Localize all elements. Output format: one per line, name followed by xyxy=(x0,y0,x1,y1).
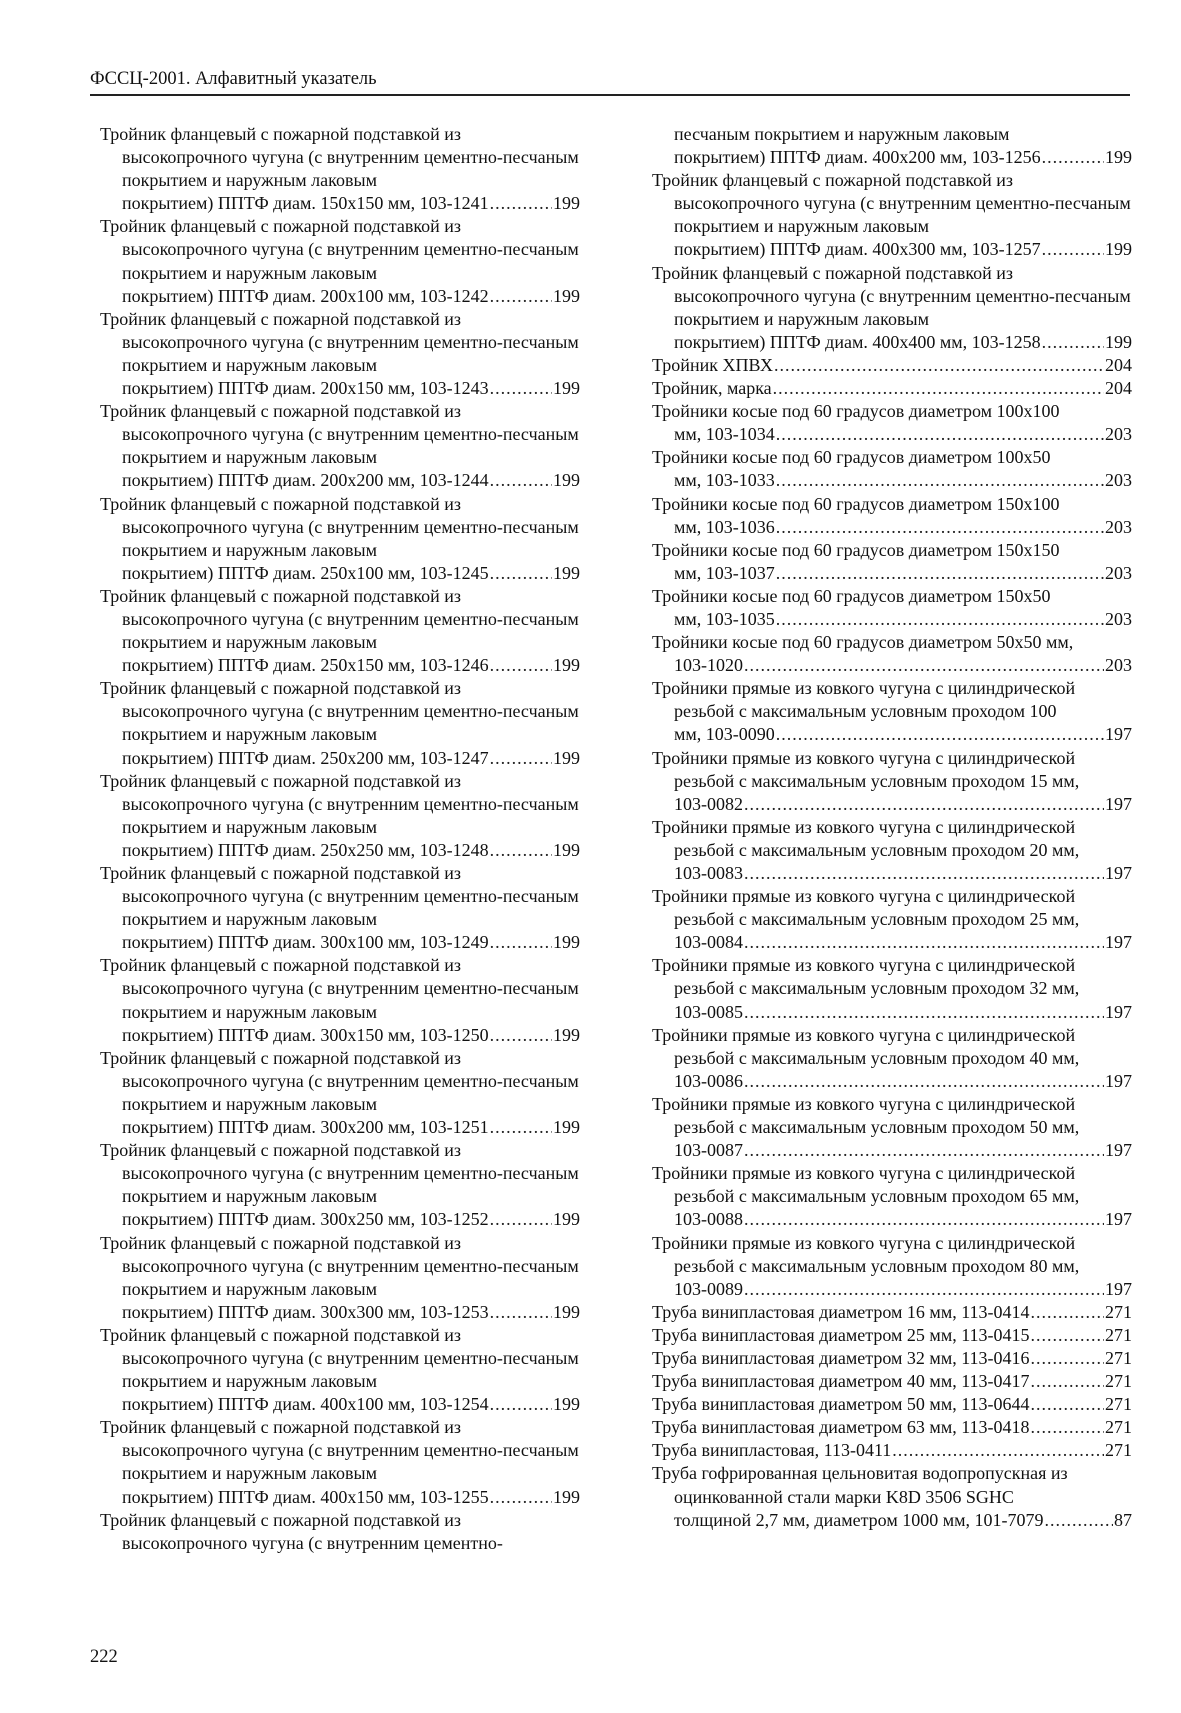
dot-leader xyxy=(1044,1509,1113,1532)
entry-leader-line xyxy=(674,862,1132,885)
entry-last-line: покрытием) ППТФ диам. 300х250 мм, 103-1252 xyxy=(122,1209,489,1230)
entry-text: Тройники прямые из ковкого чугуна с цилиндрической резьбой с максимальным условным проходом 65 мм, xyxy=(652,1163,1080,1207)
dot-leader xyxy=(892,1439,1104,1462)
index-entry xyxy=(652,1370,1132,1393)
index-entry xyxy=(652,123,1132,169)
entry-leader-line xyxy=(674,608,1132,631)
index-entry xyxy=(100,1416,580,1508)
entry-page-ref: 199 xyxy=(553,839,580,860)
index-entry xyxy=(652,585,1132,631)
index-entry xyxy=(652,1324,1132,1347)
entry-text: Тройники косые под 60 градусов диаметром 150х150 xyxy=(652,539,1060,560)
entry-last-line: покрытием) ППТФ диам. 150х150 мм, 103-1241 xyxy=(122,193,489,214)
index-entry xyxy=(100,770,580,862)
entry-leader-line xyxy=(674,793,1132,816)
dot-leader xyxy=(744,1208,1104,1231)
entry-text: Тройники прямые из ковкого чугуна с цилиндрической резьбой с максимальным условным проходом 100 xyxy=(652,678,1076,722)
entry-last-line: 103-0083 xyxy=(674,863,743,883)
dot-leader xyxy=(1031,1301,1104,1324)
entry-leader-line xyxy=(122,931,580,954)
entry-last-line: Труба винипластовая диаметром 40 мм, 113-0417 xyxy=(652,1371,1030,1392)
index-entry xyxy=(100,308,580,400)
entry-page-ref: 203 xyxy=(1105,470,1132,491)
entry-text: Тройник фланцевый с пожарной подставкой из высокопрочного чугуна (с внутренним цементно-песчаным покрытием и наружным лаковым xyxy=(100,124,579,191)
dot-leader xyxy=(744,931,1104,954)
dot-leader xyxy=(776,608,1104,631)
entry-leader-line xyxy=(122,839,580,862)
dot-leader xyxy=(490,931,552,954)
entry-last-line: покрытием) ППТФ диам. 400х200 мм, 103-1256 xyxy=(674,147,1041,168)
entry-last-line: мм, 103-1036 xyxy=(674,516,775,537)
dot-leader xyxy=(774,354,1104,377)
entry-page-ref: 203 xyxy=(1105,424,1132,445)
entry-last-line: Тройник ХПВХ xyxy=(652,354,774,375)
dot-leader xyxy=(490,1024,552,1047)
entry-last-line: покрытием) ППТФ диам. 300х300 мм, 103-1253 xyxy=(122,1301,489,1322)
entry-leader-line xyxy=(122,1393,580,1416)
entry-last-line: покрытием) ППТФ диам. 200х150 мм, 103-1243 xyxy=(122,378,489,399)
entry-page-ref: 197 xyxy=(1105,724,1132,745)
entry-page-ref: 199 xyxy=(553,747,580,768)
entry-leader-line xyxy=(652,1301,1132,1324)
dot-leader xyxy=(744,862,1104,885)
entry-leader-line xyxy=(122,377,580,400)
entry-text: Тройники прямые из ковкого чугуна с цилиндрической резьбой с максимальным условным проходом 50 мм, xyxy=(652,1093,1080,1138)
entry-page-ref: 199 xyxy=(1105,147,1132,168)
dot-leader xyxy=(776,469,1104,492)
index-entry xyxy=(652,446,1132,492)
entry-last-line: Труба винипластовая диаметром 16 мм, 113-0414 xyxy=(652,1301,1030,1322)
page-header xyxy=(90,68,1130,96)
index-entry xyxy=(652,354,1132,377)
index-entry xyxy=(652,1416,1132,1439)
dot-leader xyxy=(490,747,552,770)
entry-text: Тройник фланцевый с пожарной подставкой из высокопрочного чугуна (с внутренним цементно-песчаным покрытием и наружным лаковым xyxy=(100,216,579,283)
entry-last-line: покрытием) ППТФ диам. 200х100 мм, 103-1242 xyxy=(122,285,489,306)
entry-last-line: Труба винипластовая диаметром 32 мм, 113-0416 xyxy=(652,1347,1030,1368)
entry-leader-line xyxy=(652,1324,1132,1347)
entry-page-ref: 197 xyxy=(1105,1001,1132,1022)
index-entry xyxy=(652,377,1132,400)
entry-page-ref: 199 xyxy=(553,932,580,953)
index-entry xyxy=(100,493,580,585)
entry-leader-line xyxy=(122,285,580,308)
entry-leader-line xyxy=(674,654,1132,677)
dot-leader xyxy=(490,1116,552,1139)
entry-last-line: 103-0087 xyxy=(674,1140,743,1161)
index-entry xyxy=(652,1162,1132,1231)
dot-leader xyxy=(490,469,552,492)
index-entry xyxy=(100,954,580,1046)
index-entry xyxy=(652,493,1132,539)
entry-page-ref: 199 xyxy=(553,285,580,306)
dot-leader xyxy=(744,1070,1104,1093)
index-entry xyxy=(100,1509,580,1555)
entry-text: Тройник фланцевый с пожарной подставкой из высокопрочного чугуна (с внутренним цементно-песчаным покрытием и наружным лаковым xyxy=(100,1417,579,1484)
entry-page-ref: 203 xyxy=(1105,516,1132,537)
entry-leader-line xyxy=(122,1486,580,1509)
index-entry xyxy=(652,677,1132,746)
entry-last-line: покрытием) ППТФ диам. 250х100 мм, 103-1245 xyxy=(122,562,489,583)
index-entry xyxy=(100,1232,580,1324)
entry-leader-line xyxy=(122,654,580,677)
dot-leader xyxy=(490,1301,552,1324)
entry-leader-line xyxy=(674,146,1132,169)
entry-text: Тройник фланцевый с пожарной подставкой из высокопрочного чугуна (с внутренним цементно-песчаным покрытием и наружным лаковым xyxy=(100,955,579,1022)
dot-leader xyxy=(490,1208,552,1231)
entry-page-ref: 199 xyxy=(553,193,580,214)
entry-page-ref: 87 xyxy=(1114,1509,1132,1530)
entry-leader-line xyxy=(122,192,580,215)
entry-page-ref: 271 xyxy=(1105,1394,1132,1415)
entry-leader-line xyxy=(652,354,1132,377)
index-entry xyxy=(652,400,1132,446)
header-title: ФССЦ-2001. Алфавитный указатель xyxy=(90,69,377,89)
index-entry xyxy=(652,1439,1132,1462)
dot-leader xyxy=(744,1139,1104,1162)
entry-leader-line xyxy=(674,423,1132,446)
entry-page-ref: 199 xyxy=(553,655,580,676)
dot-leader xyxy=(744,1278,1104,1301)
entry-last-line: Тройник, марка xyxy=(652,378,772,399)
entry-text: Тройник фланцевый с пожарной подставкой из высокопрочного чугуна (с внутренним цементно-песчаным покрытием и наружным лаковым xyxy=(100,1232,579,1299)
index-entry xyxy=(652,747,1132,816)
entry-last-line: 103-0085 xyxy=(674,1001,743,1022)
index-entry xyxy=(100,677,580,769)
index-entry xyxy=(652,885,1132,954)
entry-text: Тройники прямые из ковкого чугуна с цилиндрической резьбой с максимальным условным проходом 40 мм, xyxy=(652,1024,1080,1068)
entry-last-line: мм, 103-1033 xyxy=(674,470,775,491)
entry-text: Тройники прямые из ковкого чугуна с цилиндрической резьбой с максимальным условным проходом 80 мм, xyxy=(652,1232,1080,1276)
entry-leader-line xyxy=(674,469,1132,492)
entry-leader-line xyxy=(674,1208,1132,1231)
entry-last-line: покрытием) ППТФ диам. 300х200 мм, 103-1251 xyxy=(122,1117,489,1138)
entry-page-ref: 199 xyxy=(553,1209,580,1230)
index-entry xyxy=(652,169,1132,261)
entry-page-ref: 197 xyxy=(1105,1209,1132,1230)
entry-text: Труба гофрированная цельновитая водопропускная из оцинкованной стали марки K8D 3506 SGHC xyxy=(652,1463,1068,1507)
entry-leader-line xyxy=(652,1347,1132,1370)
entry-leader-line xyxy=(652,1416,1132,1439)
entry-text: Тройники косые под 60 градусов диаметром 100х100 xyxy=(652,401,1060,422)
entry-page-ref: 203 xyxy=(1105,655,1132,676)
entry-page-ref: 203 xyxy=(1105,562,1132,583)
dot-leader xyxy=(776,516,1104,539)
entry-page-ref: 271 xyxy=(1105,1347,1132,1368)
entry-leader-line xyxy=(674,1070,1132,1093)
index-entry xyxy=(652,631,1132,677)
dot-leader xyxy=(1031,1347,1104,1370)
entry-text: Тройник фланцевый с пожарной подставкой из высокопрочного чугуна (с внутренним цементно-песчаным покрытием и наружным лаковым xyxy=(100,1140,579,1207)
entry-page-ref: 199 xyxy=(553,1301,580,1322)
entry-page-ref: 271 xyxy=(1105,1417,1132,1438)
entry-leader-line xyxy=(122,1024,580,1047)
entry-text: Тройник фланцевый с пожарной подставкой из высокопрочного чугуна (с внутренним цементно-песчаным покрытием и наружным лаковым xyxy=(100,863,579,930)
index-entry xyxy=(652,262,1132,354)
entry-last-line: Труба винипластовая, 113-0411 xyxy=(652,1440,892,1461)
entry-text: Тройники прямые из ковкого чугуна с цилиндрической резьбой с максимальным условным проходом 25 мм, xyxy=(652,886,1080,930)
dot-leader xyxy=(776,423,1104,446)
entry-leader-line xyxy=(122,1116,580,1139)
entry-leader-line xyxy=(674,516,1132,539)
index-entry xyxy=(652,1462,1132,1531)
entry-leader-line xyxy=(674,1001,1132,1024)
entry-last-line: покрытием) ППТФ диам. 300х100 мм, 103-1249 xyxy=(122,932,489,953)
entry-text: Тройник фланцевый с пожарной подставкой из высокопрочного чугуна (с внутренним цементно-песчаным покрытием и наружным лаковым xyxy=(100,493,579,560)
dot-leader xyxy=(744,793,1104,816)
entry-page-ref: 199 xyxy=(553,470,580,491)
dot-leader xyxy=(773,377,1104,400)
dot-leader xyxy=(490,562,552,585)
entry-last-line: 103-0084 xyxy=(674,932,743,953)
entry-last-line: покрытием) ППТФ диам. 400х400 мм, 103-1258 xyxy=(674,331,1041,352)
entry-text: Тройник фланцевый с пожарной подставкой из высокопрочного чугуна (с внутренним цементно-песчаным покрытием и наружным лаковым xyxy=(652,170,1131,237)
page-number: 222 xyxy=(90,1647,118,1667)
entry-last-line: 103-1020 xyxy=(674,655,743,676)
entry-leader-line xyxy=(674,1278,1132,1301)
entry-last-line: покрытием) ППТФ диам. 400х100 мм, 103-1254 xyxy=(122,1394,489,1415)
entry-text: Тройник фланцевый с пожарной подставкой из высокопрочного чугуна (с внутренним цементно-песчаным покрытием и наружным лаковым xyxy=(652,262,1131,329)
index-entry xyxy=(100,862,580,954)
entry-leader-line xyxy=(652,377,1132,400)
entry-leader-line xyxy=(674,238,1132,261)
entry-page-ref: 271 xyxy=(1105,1371,1132,1392)
dot-leader xyxy=(490,1393,552,1416)
entry-leader-line xyxy=(652,1370,1132,1393)
entry-page-ref: 199 xyxy=(553,1394,580,1415)
entry-last-line: толщиной 2,7 мм, диаметром 1000 мм, 101-7079 xyxy=(674,1509,1044,1530)
dot-leader xyxy=(490,1486,552,1509)
dot-leader xyxy=(490,285,552,308)
entry-last-line: 103-0088 xyxy=(674,1209,743,1230)
entry-text: Тройники косые под 60 градусов диаметром 150х50 xyxy=(652,585,1051,606)
entry-text: Тройники косые под 60 градусов диаметром 150х100 xyxy=(652,493,1060,514)
index-entry xyxy=(100,1139,580,1231)
entry-last-line: покрытием) ППТФ диам. 400х300 мм, 103-1257 xyxy=(674,239,1041,260)
entry-page-ref: 199 xyxy=(1105,239,1132,260)
dot-leader xyxy=(744,1001,1104,1024)
dot-leader xyxy=(776,723,1104,746)
entry-leader-line xyxy=(674,562,1132,585)
dot-leader xyxy=(744,654,1104,677)
index-entry xyxy=(100,400,580,492)
entry-last-line: мм, 103-1034 xyxy=(674,424,775,445)
entry-page-ref: 197 xyxy=(1105,1140,1132,1161)
index-entry xyxy=(652,816,1132,885)
index-column-left xyxy=(100,123,580,1555)
entry-text: Тройники прямые из ковкого чугуна с цилиндрической резьбой с максимальным условным проходом 15 мм, xyxy=(652,747,1080,791)
entry-text: Тройники косые под 60 градусов диаметром 100х50 xyxy=(652,447,1051,468)
entry-text: Тройник фланцевый с пожарной подставкой из высокопрочного чугуна (с внутренним цементно-песчаным покрытием и наружным лаковым xyxy=(100,678,579,745)
entry-text: Тройники косые под 60 градусов диаметром 50х50 мм, xyxy=(652,632,1074,653)
entry-page-ref: 197 xyxy=(1105,793,1132,814)
entry-text: Тройник фланцевый с пожарной подставкой из высокопрочного чугуна (с внутренним цементно-песчаным покрытием и наружным лаковым xyxy=(100,770,579,837)
entry-page-ref: 271 xyxy=(1105,1301,1132,1322)
entry-text: Тройник фланцевый с пожарной подставкой из высокопрочного чугуна (с внутренним цементно-песчаным покрытием и наружным лаковым xyxy=(100,585,579,653)
dot-leader xyxy=(1031,1393,1104,1416)
index-entry xyxy=(652,1024,1132,1093)
entry-page-ref: 204 xyxy=(1105,354,1132,375)
entry-last-line: покрытием) ППТФ диам. 250х250 мм, 103-1248 xyxy=(122,839,489,860)
entry-last-line: 103-0082 xyxy=(674,793,743,814)
entry-leader-line xyxy=(652,1393,1132,1416)
dot-leader xyxy=(490,839,552,862)
index-entry xyxy=(652,1393,1132,1416)
entry-last-line: мм, 103-1037 xyxy=(674,562,775,583)
entry-text: песчаным покрытием и наружным лаковым xyxy=(674,124,1010,144)
entry-page-ref: 199 xyxy=(553,1486,580,1507)
index-entry xyxy=(100,123,580,215)
dot-leader xyxy=(1031,1324,1104,1347)
dot-leader xyxy=(1042,238,1104,261)
index-entry xyxy=(652,539,1132,585)
entry-page-ref: 197 xyxy=(1105,1278,1132,1299)
entry-last-line: мм, 103-0090 xyxy=(674,724,775,745)
entry-leader-line xyxy=(674,1139,1132,1162)
index-entry xyxy=(652,1232,1132,1301)
entry-text: Тройник фланцевый с пожарной подставкой из высокопрочного чугуна (с внутренним цементно- xyxy=(100,1509,503,1553)
index-column-right xyxy=(652,123,1132,1532)
entry-page-ref: 197 xyxy=(1105,1070,1132,1091)
entry-text: Тройники прямые из ковкого чугуна с цилиндрической резьбой с максимальным условным проходом 32 мм, xyxy=(652,955,1080,999)
dot-leader xyxy=(1042,331,1104,354)
index-entry xyxy=(100,1047,580,1139)
entry-leader-line xyxy=(122,1301,580,1324)
entry-leader-line xyxy=(652,1439,1132,1462)
entry-last-line: мм, 103-1035 xyxy=(674,608,775,629)
entry-leader-line xyxy=(674,331,1132,354)
entry-page-ref: 271 xyxy=(1105,1324,1132,1345)
index-entry xyxy=(100,1324,580,1416)
entry-text: Тройник фланцевый с пожарной подставкой из высокопрочного чугуна (с внутренним цементно-песчаным покрытием и наружным лаковым xyxy=(100,401,579,468)
entry-page-ref: 271 xyxy=(1105,1440,1132,1461)
entry-page-ref: 197 xyxy=(1105,932,1132,953)
entry-last-line: 103-0089 xyxy=(674,1278,743,1299)
entry-leader-line xyxy=(674,1509,1132,1532)
entry-leader-line xyxy=(674,931,1132,954)
entry-last-line: покрытием) ППТФ диам. 250х150 мм, 103-1246 xyxy=(122,655,489,676)
entry-page-ref: 199 xyxy=(553,562,580,583)
entry-last-line: покрытием) ППТФ диам. 300х150 мм, 103-1250 xyxy=(122,1024,489,1045)
entry-last-line: Труба винипластовая диаметром 25 мм, 113-0415 xyxy=(652,1324,1030,1345)
entry-last-line: покрытием) ППТФ диам. 200х200 мм, 103-1244 xyxy=(122,470,489,491)
dot-leader xyxy=(1031,1370,1104,1393)
index-entry xyxy=(100,585,580,677)
index-entry xyxy=(100,215,580,307)
entry-page-ref: 204 xyxy=(1105,378,1132,399)
entry-page-ref: 199 xyxy=(553,1024,580,1045)
entry-page-ref: 197 xyxy=(1105,863,1132,883)
entry-text: Тройники прямые из ковкого чугуна с цилиндрической резьбой с максимальным условным проходом 20 мм, xyxy=(652,816,1080,860)
entry-last-line: покрытием) ППТФ диам. 250х200 мм, 103-1247 xyxy=(122,747,489,768)
entry-last-line: Труба винипластовая диаметром 63 мм, 113-0418 xyxy=(652,1417,1030,1438)
dot-leader xyxy=(1031,1416,1104,1439)
index-entry xyxy=(652,954,1132,1023)
entry-leader-line xyxy=(122,747,580,770)
dot-leader xyxy=(776,562,1104,585)
entry-page-ref: 199 xyxy=(553,1117,580,1138)
entry-page-ref: 199 xyxy=(1105,331,1132,352)
dot-leader xyxy=(490,192,552,215)
entry-last-line: Труба винипластовая диаметром 50 мм, 113-0644 xyxy=(652,1394,1030,1415)
dot-leader xyxy=(490,377,552,400)
dot-leader xyxy=(490,654,552,677)
index-entry xyxy=(652,1347,1132,1370)
dot-leader xyxy=(1042,146,1104,169)
entry-last-line: покрытием) ППТФ диам. 400х150 мм, 103-1255 xyxy=(122,1486,489,1507)
entry-leader-line xyxy=(674,723,1132,746)
entry-page-ref: 203 xyxy=(1105,608,1132,629)
entry-text: Тройник фланцевый с пожарной подставкой из высокопрочного чугуна (с внутренним цементно-песчаным покрытием и наружным лаковым xyxy=(100,308,579,375)
entry-leader-line xyxy=(122,562,580,585)
index-entry xyxy=(652,1093,1132,1162)
entry-leader-line xyxy=(122,469,580,492)
entry-page-ref: 199 xyxy=(553,378,580,399)
entry-leader-line xyxy=(122,1208,580,1231)
entry-text: Тройник фланцевый с пожарной подставкой из высокопрочного чугуна (с внутренним цементно-песчаным покрытием и наружным лаковым xyxy=(100,1324,579,1392)
entry-text: Тройник фланцевый с пожарной подставкой из высокопрочного чугуна (с внутренним цементно-песчаным покрытием и наружным лаковым xyxy=(100,1047,579,1114)
index-entry xyxy=(652,1301,1132,1324)
entry-last-line: 103-0086 xyxy=(674,1070,743,1091)
